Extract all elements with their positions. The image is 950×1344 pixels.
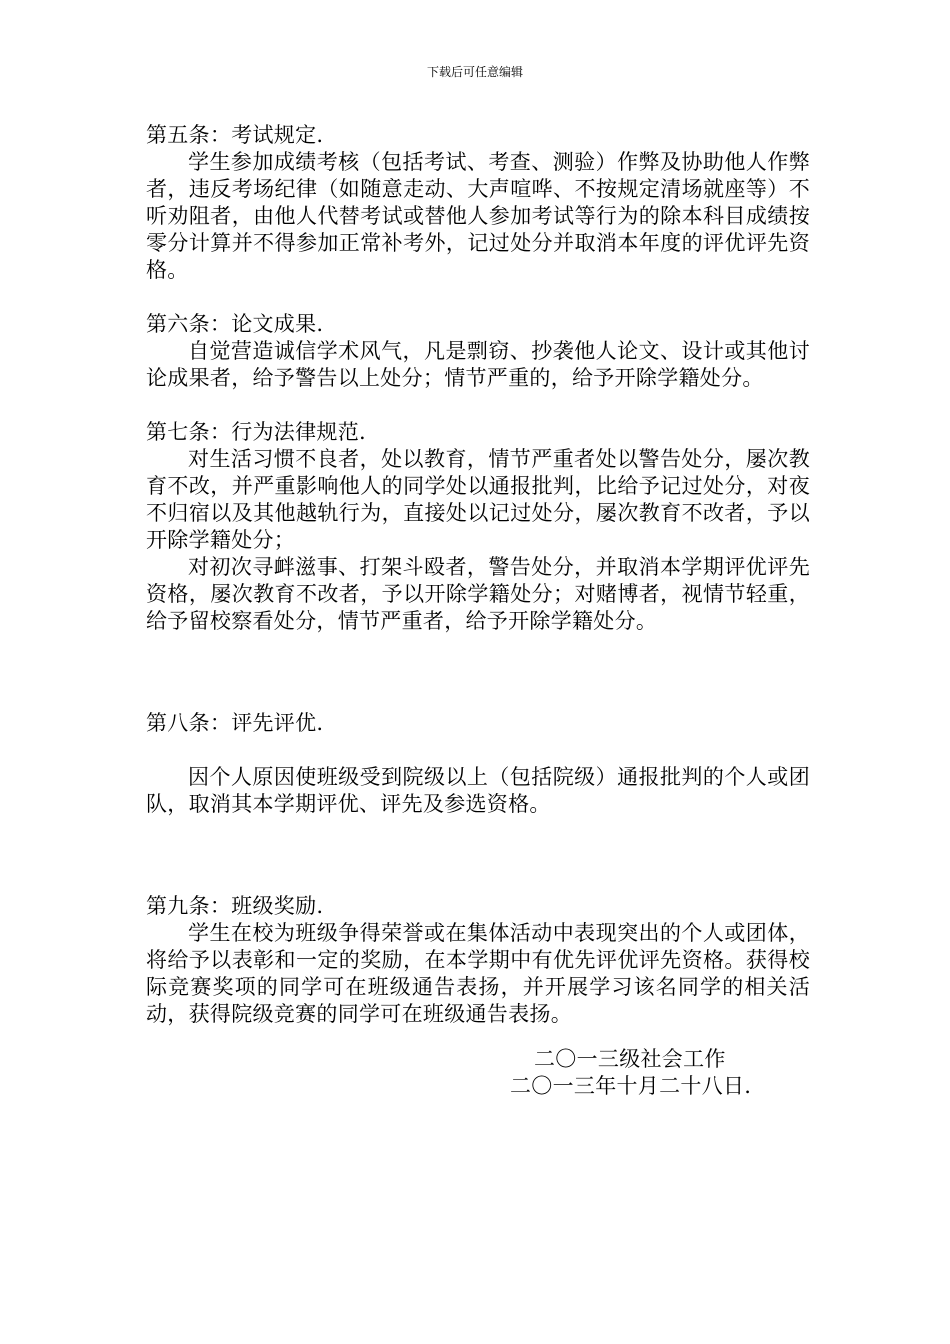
section-article-5	[146, 122, 810, 284]
section-title: 第九条：班级奖励.	[146, 894, 324, 918]
spacer	[146, 818, 810, 893]
section-paragraph: 学生在校为班级争得荣誉或在集体活动中表现突出的个人或团体，将给予以表彰和一定的奖励，在本学期中有优先评优评先资格。获得校际竞赛奖项的同学可在班级通告表扬，并开展学习该名同学的相关活动，获得院级竞赛的同学可在班级通告表扬。	[146, 921, 810, 1026]
signature-date: 二〇一三年十月二十八日.	[510, 1074, 752, 1098]
section-paragraph: 对生活习惯不良者，处以教育，情节严重者处以警告处分，屡次教育不改，并严重影响他人的同学处以通报批判，比给予记过处分，对夜不归宿以及其他越轨行为，直接处以记过处分，屡次教育不改者，予以开除学籍处分；	[146, 447, 810, 552]
section-title: 第五条：考试规定.	[146, 123, 324, 147]
section-title: 第六条：论文成果.	[146, 312, 324, 336]
section-article-7	[146, 419, 810, 635]
signature-organization: 二〇一三级社会工作	[534, 1047, 726, 1071]
spacer	[146, 737, 810, 764]
section-article-8	[146, 710, 810, 818]
section-article-6	[146, 311, 810, 392]
section-paragraph: 因个人原因使班级受到院级以上（包括院级）通报批判的个人或团队，取消其本学期评优、评先及参选资格。	[146, 765, 810, 816]
spacer	[146, 392, 810, 419]
spacer	[146, 284, 810, 311]
section-article-9	[146, 893, 810, 1028]
spacer	[146, 635, 810, 710]
signature-block	[146, 1046, 810, 1100]
section-title: 第八条：评先评优.	[146, 711, 324, 735]
section-paragraph: 学生参加成绩考核（包括考试、考查、测验）作弊及协助他人作弊者，违反考场纪律（如随意走动、大声喧哗、不按规定清场就座等）不听劝阻者，由他人代替考试或替他人参加考试等行为的除本科目成绩按零分计算并不得参加正常补考外，记过处分并取消本年度的评优评先资格。	[146, 150, 810, 282]
document-body	[146, 122, 810, 1100]
section-paragraph: 自觉营造诚信学术风气，凡是剽窃、抄袭他人论文、设计或其他讨论成果者，给予警告以上处分；情节严重的，给予开除学籍处分。	[146, 339, 810, 390]
section-title: 第七条：行为法律规范.	[146, 420, 366, 444]
section-paragraph: 对初次寻衅滋事、打架斗殴者，警告处分，并取消本学期评优评先资格，屡次教育不改者，予以开除学籍处分；对赌博者，视情节轻重，给予留校察看处分，情节严重者，给予开除学籍处分。	[146, 555, 810, 633]
page-header: 下载后可任意编辑	[426, 65, 523, 79]
